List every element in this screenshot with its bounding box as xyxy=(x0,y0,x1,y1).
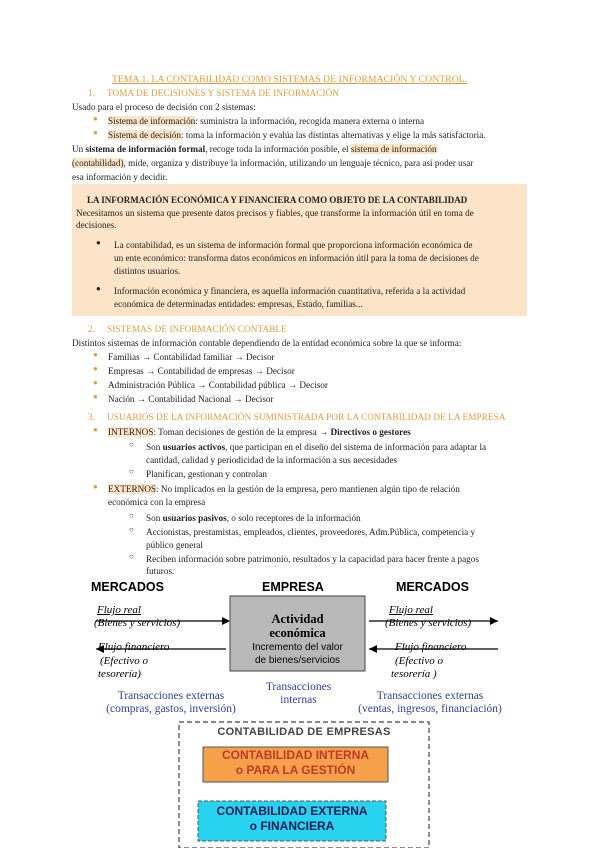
bullet-icon: ● xyxy=(93,378,98,387)
term-highlight: Sistema de información xyxy=(108,116,196,126)
bullet-icon: ● xyxy=(93,364,98,373)
section-1-heading: TOMA DE DECISIONES Y SISTEMA DE INFORMACIÓN xyxy=(107,88,340,98)
incremento-line-2: de bienes/servicios xyxy=(254,654,341,666)
text: , o solo receptores de la información xyxy=(226,513,361,523)
bullet-icon: ● xyxy=(93,482,98,491)
trans-ext-right-line-2: (ventas, ingresos, financiación) xyxy=(358,703,502,715)
text: Son xyxy=(146,442,163,452)
text: Un xyxy=(72,144,86,154)
bullet-icon: ● xyxy=(93,114,98,123)
contabilidad-empresas-label: CONTABILIDAD DE EMPRESAS xyxy=(217,726,391,738)
term-highlight: INTERNOS xyxy=(108,427,154,437)
text: : Toman decisiones de gestión de la empresa xyxy=(153,427,317,437)
contabilidad-externa-label xyxy=(198,804,386,834)
sub-bullet-line: público general xyxy=(146,540,203,550)
section-2-intro: Distintos sistemas de información contable dependiendo de la entidad económica sobre la que se informa: xyxy=(72,338,462,348)
empresa-label: EMPRESA xyxy=(262,580,324,594)
tesoreria-right: tesorería ) xyxy=(391,668,437,680)
circle-bullet-icon: ○ xyxy=(129,467,134,476)
transacciones-internas-label xyxy=(246,681,351,707)
externa-line-1: CONTABILIDAD EXTERNA xyxy=(216,804,368,818)
arrowhead-icon xyxy=(222,617,230,625)
document-title: TEMA 1. LA CONTABILIDAD COMO SISTEMAS DE INFORMACIÓN Y CONTROL. xyxy=(112,74,468,85)
bullet-sistema-informacion xyxy=(108,115,424,128)
sub-bullet-line: cantidad, calidad y periodicidad de la información a sus necesidades xyxy=(146,455,398,465)
section-2-number: 2. xyxy=(88,324,96,334)
circle-bullet-icon: ○ xyxy=(129,552,134,561)
arrowhead-icon xyxy=(490,617,498,625)
box-line-1: Necesitamos un sistema que presente datos precisos y fiables, que transforme la información útil en toma de xyxy=(76,208,474,218)
flujo-real-left: Flujo real xyxy=(97,604,141,616)
box-bullet-2-line-1: Información económica y financiera, es aquella información cuantitativa, referida a la actividad xyxy=(114,286,466,296)
circle-bullet-icon: ○ xyxy=(129,511,134,520)
text: , mide, organiza y distribuye la información, utilizando un lenguaje técnico, para así poder usar xyxy=(123,158,474,168)
actividad-line-1: Actividad xyxy=(271,612,324,626)
term-highlight: EXTERNOS xyxy=(108,484,156,494)
paragraph-line-3: esa información y decidir. xyxy=(72,172,168,182)
flujo-real-right: Flujo real xyxy=(389,604,433,616)
sub-bullet-line xyxy=(146,441,486,454)
box-title: LA INFORMACIÓN ECONÓMICA Y FINANCIERA COMO OBJETO DE LA CONTABILIDAD xyxy=(87,195,468,205)
incremento-valor-label xyxy=(230,642,365,667)
bold-text: usuarios pasivos xyxy=(162,513,227,523)
paragraph-line-2 xyxy=(72,157,473,170)
bienes-left: (Bienes y servicios) xyxy=(94,617,181,629)
accounting-diagram xyxy=(86,576,516,848)
transacciones-externas-right-label xyxy=(344,690,516,716)
bullet-text: : toma la información y evalúa las distintas alternativas y elige la más satisfactoria. xyxy=(180,130,486,140)
actividad-line-2: económica xyxy=(269,626,326,640)
bullet-text: : suministra la información, recogida manera externa o interna xyxy=(195,116,425,126)
box-bullet-1-line-1: La contabilidad, es un sistema de información formal que proporciona información económica de xyxy=(114,240,473,250)
list-item: Empresas → Contabilidad de empresas → Decisor xyxy=(108,366,295,376)
bullet-icon: ● xyxy=(93,350,98,359)
bullet-icon: ● xyxy=(93,425,98,434)
interna-line-2: o PARA LA GESTIÓN xyxy=(235,763,356,777)
sub-bullet-line: futuros. xyxy=(146,566,175,576)
tesoreria-left: tesorería) xyxy=(98,668,141,680)
bold-text: usuarios activos xyxy=(162,442,226,452)
term-highlight: Sistema de decisión xyxy=(108,130,181,140)
sub-bullet-line: Accionistas, prestamistas, empleados, clientes, proveedores, Adm.Pública, competencia y xyxy=(146,527,476,537)
efectivo-left: (Efectivo o xyxy=(100,655,148,667)
mercados-right-label: MERCADOS xyxy=(396,580,469,594)
efectivo-right: (Efectivo o xyxy=(395,655,443,667)
flujo-fin-left: Flujo financiero xyxy=(98,641,170,653)
flujo-fin-right: Flujo financiero xyxy=(395,641,467,653)
box-line-2: decisiones. xyxy=(76,220,117,230)
bienes-right: (Bienes y servicios) xyxy=(385,617,472,629)
bullet-icon: ● xyxy=(96,238,101,247)
circle-bullet-icon: ○ xyxy=(129,525,134,534)
bold-text: Directivos o gestores xyxy=(330,427,411,437)
trans-ext-right-line-1: Transacciones externas xyxy=(376,690,484,702)
sub-bullet-line xyxy=(146,512,361,525)
bullet-externos-line-2: económica con la empresa xyxy=(108,497,206,507)
bullet-icon: ● xyxy=(96,284,101,293)
bullet-internos xyxy=(108,426,411,439)
trans-ext-left-line-2: (compras, gastos, inversión) xyxy=(106,703,236,715)
bullet-sistema-decision xyxy=(108,129,486,142)
interna-line-1: CONTABILIDAD INTERNA xyxy=(221,748,370,762)
circle-bullet-icon: ○ xyxy=(129,440,134,449)
sub-bullet-line: Planifican, gestionan y controlan xyxy=(146,469,267,479)
list-item: Administración Pública → Contabilidad pública → Decisor xyxy=(108,380,328,390)
section-1-intro: Usado para el proceso de decisión con 2 sistemas: xyxy=(72,102,256,112)
sub-bullet-line: Reciben información sobre patrimonio, resultados y la capacidad para hacer frente a pagos xyxy=(146,554,479,564)
box-bullet-1-line-2: un ente económico: transforma datos económicos en información útil para la toma de decisiones de xyxy=(114,253,479,263)
trans-int-line-2: internas xyxy=(280,694,317,706)
paragraph-line-1 xyxy=(72,143,437,156)
section-1-number: 1. xyxy=(88,88,96,98)
externa-line-2: o FINANCIERA xyxy=(249,819,335,833)
list-item: Nación → Contabilidad Nacional → Decisor xyxy=(108,394,274,404)
bold-text: sistema de información formal xyxy=(85,144,206,154)
text: , recoge toda la información posible, el xyxy=(205,144,351,154)
bullet-icon: ● xyxy=(93,392,98,401)
text: : No implicados en la gestión de la empresa, pero mantienen algún tipo de relación xyxy=(155,484,460,494)
incremento-line-1: Incremento del valor xyxy=(252,642,343,653)
arrowhead-icon xyxy=(369,645,377,653)
bullet-icon: ● xyxy=(93,128,98,137)
trans-int-line-1: Transacciones xyxy=(265,681,332,693)
section-3-heading: USUARIOS DE LA INFORMACIÓN SUMINISTRADA POR LA CONTABILIDAD DE LA EMPRESA xyxy=(107,412,506,422)
term-highlight: (contabilidad) xyxy=(72,158,124,168)
term-highlight: sistema de información xyxy=(350,144,437,154)
mercados-left-label: MERCADOS xyxy=(91,580,164,594)
contabilidad-interna-label xyxy=(203,748,388,778)
transacciones-externas-left-label xyxy=(86,690,256,716)
text: Son xyxy=(146,513,163,523)
box-bullet-1-line-3: distintos usuarios. xyxy=(114,266,181,276)
text: , que participan en el diseño del sistema de información para adaptar la xyxy=(225,442,487,452)
list-item: Familias → Contabilidad familiar → Decisor xyxy=(108,352,275,362)
bullet-externos xyxy=(108,483,460,496)
section-2-heading: SISTEMAS DE INFORMACIÓN CONTABLE xyxy=(107,324,287,334)
arrow-text: → xyxy=(316,427,331,437)
actividad-economica-label xyxy=(230,612,365,640)
section-3-number: 3. xyxy=(88,412,96,422)
trans-ext-left-line-1: Transacciones externas xyxy=(117,690,225,702)
box-bullet-2-line-2: económica de determinadas entidades: empresas, Estado, familias... xyxy=(114,299,363,309)
